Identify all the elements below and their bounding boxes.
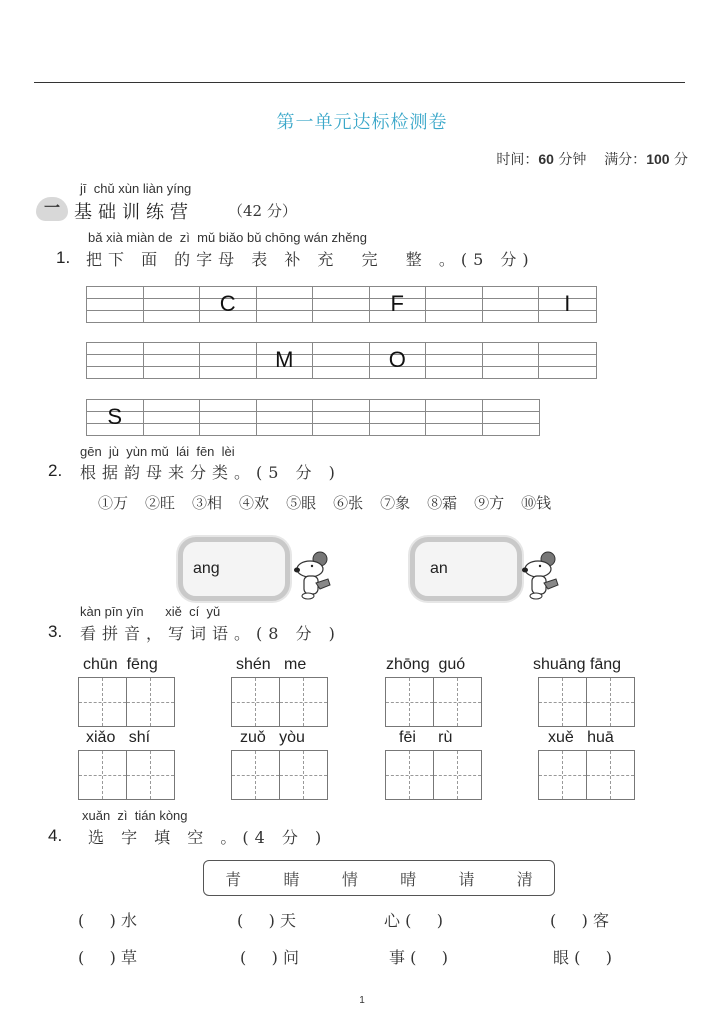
choice-char: 情	[341, 869, 358, 889]
q3-pinyin: kàn pīn yīn xiě cí yǔ	[80, 604, 221, 619]
alphabet-row-1	[86, 286, 597, 323]
page-number: 1	[359, 995, 365, 1006]
word-pinyin: zuǒ yòu	[240, 729, 305, 746]
tian-grid[interactable]	[538, 677, 635, 727]
letter-cell[interactable]	[426, 287, 483, 322]
option: ②旺	[145, 494, 176, 512]
letter-cell[interactable]	[483, 343, 540, 378]
word-pinyin: shén me	[236, 656, 307, 673]
exam-meta	[496, 149, 688, 169]
letter-cell[interactable]	[313, 287, 370, 322]
time-label: 时间：	[496, 152, 539, 168]
letter-cell[interactable]	[483, 287, 540, 322]
q3-text: 看拼音，写词语。(8 分 )	[80, 624, 341, 643]
section-score: （42 分）	[228, 202, 297, 220]
word-pinyin: shuāng fāng	[533, 656, 622, 673]
letter-cell: O	[370, 343, 427, 378]
option: ⑥张	[333, 494, 364, 512]
letter-cell[interactable]	[313, 400, 370, 435]
fill-blank[interactable]: ( ) 草	[78, 948, 138, 967]
choice-char: 青	[225, 869, 242, 889]
section-pinyin: jī chǔ xùn liàn yíng	[80, 181, 192, 196]
category-label-an: an	[430, 560, 448, 577]
tian-grid[interactable]	[385, 677, 482, 727]
q1-pinyin: bǎ xià miàn de zì mǔ biǎo bǔ chōng wán zhěng	[88, 230, 367, 245]
word-pinyin: xuě huā	[548, 729, 614, 746]
letter-cell: I	[539, 287, 596, 322]
option: ⑦象	[380, 494, 411, 512]
choice-char: 清	[516, 869, 533, 889]
q2-number: 2.	[48, 461, 63, 480]
option: ③相	[192, 494, 223, 512]
score-label: 满分：	[604, 152, 647, 168]
tian-grid[interactable]	[538, 750, 635, 800]
letter-cell: F	[370, 287, 427, 322]
letter-cell: S	[87, 400, 144, 435]
word-pinyin: fēi rù	[399, 729, 453, 746]
section-title: 基础训练营	[74, 202, 194, 223]
letter-cell[interactable]	[200, 400, 257, 435]
q1-text: 把下 面 的字母 表 补 充 完 整 。(5 分)	[86, 250, 535, 269]
category-cloud-an[interactable]	[410, 537, 522, 601]
option: ①万	[98, 494, 129, 512]
option: ⑩钱	[521, 494, 552, 512]
letter-cell[interactable]	[313, 343, 370, 378]
tian-grid[interactable]	[78, 677, 175, 727]
option: ④欢	[239, 494, 270, 512]
fill-blank[interactable]: ( ) 问	[240, 948, 300, 967]
snoopy-icon	[518, 549, 560, 601]
letter-cell[interactable]	[426, 400, 483, 435]
letter-cell[interactable]	[144, 287, 201, 322]
word-pinyin: xiǎo shí	[86, 729, 151, 746]
fill-blank[interactable]: 事 ( )	[389, 948, 449, 967]
option: ⑧霜	[427, 494, 458, 512]
letter-cell: C	[200, 287, 257, 322]
option: ⑨方	[474, 494, 505, 512]
time-unit: 分钟	[558, 152, 587, 168]
q1-number: 1.	[56, 248, 71, 267]
character-choice-box	[203, 860, 555, 896]
tian-grid[interactable]	[78, 750, 175, 800]
letter-cell[interactable]	[426, 343, 483, 378]
time-value: 60	[538, 151, 554, 167]
fill-blank[interactable]: ( ) 天	[237, 911, 297, 930]
letter-cell[interactable]	[144, 400, 201, 435]
tian-grid[interactable]	[231, 750, 328, 800]
letter-cell: M	[257, 343, 314, 378]
alphabet-row-2	[86, 342, 597, 379]
q2-options	[98, 492, 551, 513]
tian-grid[interactable]	[231, 677, 328, 727]
letter-cell[interactable]	[200, 343, 257, 378]
choice-char: 请	[458, 869, 475, 889]
option: ⑤眼	[286, 494, 317, 512]
q3-number: 3.	[48, 622, 63, 641]
choice-char: 晴	[400, 869, 417, 889]
letter-cell[interactable]	[539, 343, 596, 378]
letter-cell[interactable]	[144, 343, 201, 378]
tian-grid[interactable]	[385, 750, 482, 800]
score-value: 100	[646, 151, 670, 167]
fill-blank[interactable]: ( ) 水	[78, 911, 138, 930]
fill-blank[interactable]: 眼 ( )	[553, 948, 613, 967]
section-number-badge: 一	[36, 197, 68, 221]
word-pinyin: zhōng guó	[386, 656, 466, 673]
choice-char: 睛	[283, 869, 300, 889]
q2-text: 根据韵母来分类。(5 分 )	[80, 463, 341, 482]
page-title: 第一单元达标检测卷	[276, 112, 448, 133]
fill-blank[interactable]: ( ) 客	[550, 911, 610, 930]
alphabet-row-3	[86, 399, 540, 436]
letter-cell[interactable]	[257, 400, 314, 435]
category-label-ang: ang	[193, 560, 220, 577]
q4-number: 4.	[48, 826, 63, 845]
score-unit: 分	[674, 152, 688, 168]
letter-cell[interactable]	[87, 287, 144, 322]
letter-cell[interactable]	[257, 287, 314, 322]
q4-text: 选 字 填 空 。(4 分 )	[88, 828, 328, 847]
letter-cell[interactable]	[483, 400, 540, 435]
word-pinyin: chūn fēng	[83, 656, 158, 673]
fill-blank[interactable]: 心 ( )	[384, 911, 444, 930]
header-rule	[34, 82, 685, 83]
letter-cell[interactable]	[87, 343, 144, 378]
q4-pinyin: xuǎn zì tián kòng	[82, 808, 188, 823]
snoopy-icon	[290, 549, 332, 601]
letter-cell[interactable]	[370, 400, 427, 435]
q2-pinyin: gēn jù yùn mǔ lái fēn lèi	[80, 444, 235, 459]
